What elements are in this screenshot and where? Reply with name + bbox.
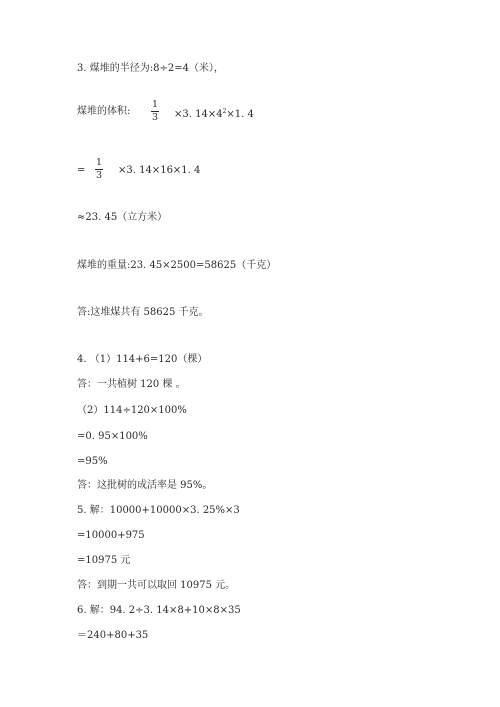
text-line-17: 6. 解：94. 2÷3. 14×8+10×8×35 xyxy=(77,605,241,616)
text-line-3-expression: ×3. 14×16×1. 4 xyxy=(118,165,201,176)
expr-2-exponent: 2 xyxy=(222,108,227,115)
text-line-18: ＝240+80+35 xyxy=(77,630,149,641)
text-line-10: =0. 95×100% xyxy=(77,431,148,442)
text-line-3-equals: = xyxy=(77,165,86,176)
text-line-13: 5. 解：10000+10000×3. 25%×3 xyxy=(77,505,240,516)
text-line-2-label: 煤堆的体积: xyxy=(77,106,131,117)
fraction-1 xyxy=(151,100,159,123)
text-line-6: 答:这堆煤共有 58625 千克。 xyxy=(77,307,209,318)
fraction-2-numerator: 1 xyxy=(95,157,103,168)
fraction-1-denominator: 3 xyxy=(151,112,159,123)
text-line-7: 4. （1）114+6=120（棵） xyxy=(77,354,208,365)
text-line-16: 答：到期一共可以取回 10975 元。 xyxy=(77,580,236,591)
text-line-2-expression xyxy=(174,106,254,121)
fraction-2 xyxy=(95,158,103,181)
fraction-1-numerator: 1 xyxy=(151,99,159,110)
text-line-9: （2）114÷120×100% xyxy=(77,405,187,416)
expr-2-part-a: ×3. 14×4 xyxy=(174,109,223,120)
text-line-5: 煤堆的重量:23. 45×2500=58625（千克） xyxy=(77,260,277,271)
text-line-15: =10975 元 xyxy=(77,555,131,566)
text-line-1: 3. 煤堆的半径为:8÷2=4（米）， xyxy=(77,63,224,74)
text-line-11: =95% xyxy=(77,456,108,467)
expr-2-part-b: ×1. 4 xyxy=(226,109,254,120)
text-line-8: 答：一共植树 120 棵 。 xyxy=(77,379,186,390)
fraction-2-denominator: 3 xyxy=(95,170,103,181)
text-line-14: =10000+975 xyxy=(77,530,145,541)
text-line-4: ≈23. 45（立方米） xyxy=(77,212,168,223)
text-line-12: 答：这批树的成活率是 95%。 xyxy=(77,480,213,491)
